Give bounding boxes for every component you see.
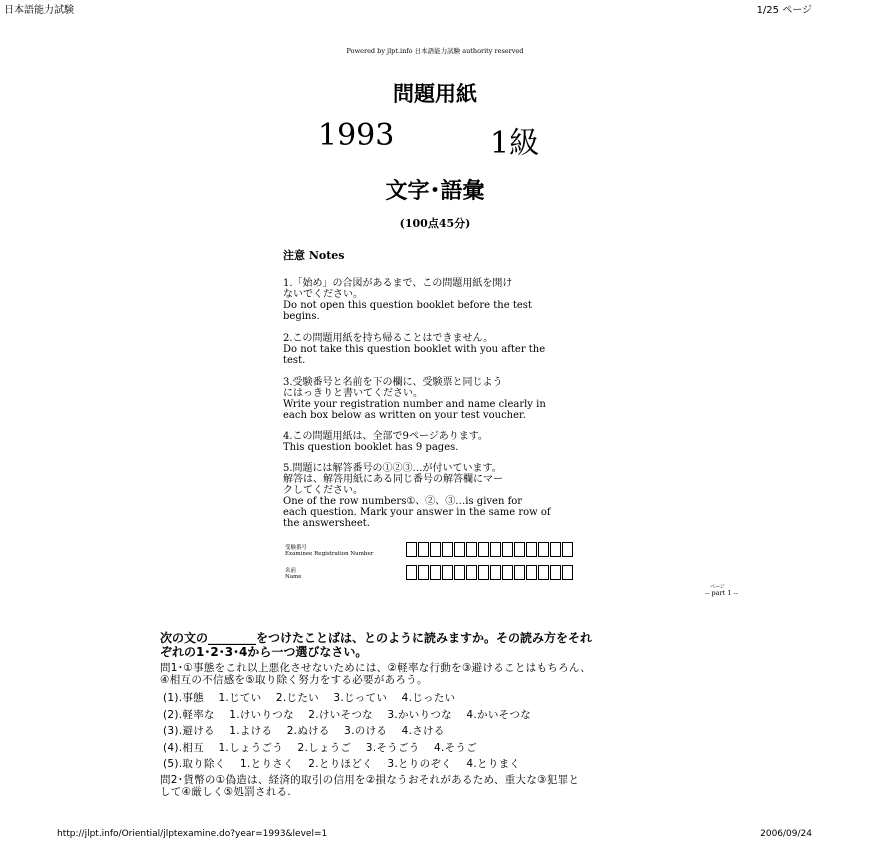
note-jp: 5.問題には解答番号の①②③…が付いています。 [283,463,502,474]
note-jp: ないでください。 [283,289,363,300]
name-label-en: Name [285,574,302,580]
note-en: each box below as written on your test voucher. [283,410,526,421]
note-en: each question. Mark your answer in the same row of [283,507,551,518]
exam-level: 1級 [490,126,540,161]
question-line: して④厳しく⑤処罰される. [160,786,292,798]
print-footer-date: 2006/09/24 [760,829,812,839]
note-item [283,463,593,529]
question-2-text [160,774,579,798]
note-en: Write your registration number and name clearly in [283,399,546,410]
question-line: ④相互の不信感を⑤取り除く努力をする必要があろう。 [160,674,428,686]
exam-year: 1993 [318,118,395,153]
note-en: Do not open this question booklet before the test [283,300,532,311]
registration-label [285,545,373,557]
name-boxes[interactable] [406,565,574,580]
note-jp: 3.受験番号と名前を下の欄に、受験票と同じよう [283,377,503,388]
note-jp: 4.この問題用紙は、全部で9ページあります。 [283,431,488,442]
note-item [283,278,593,322]
powered-by-line: Powered by jlpt.info 日本語能力試験 authority reserved [346,47,524,55]
question-line: 問2･貨幣の①偽造は、経済的取引の信用を②損なうおそれがあるため、重大な③犯罪と [160,774,580,786]
note-en: test. [283,355,306,366]
note-jp: 2.この問題用紙を持ち帰ることはできません。 [283,333,494,344]
name-label-jp: 名前 [285,568,297,574]
question-line: 問1･①事態をこれ以上悪化させないためには、②軽率な行動を③避けることはもちろん、 [160,662,592,674]
note-jp: クしてください。 [283,485,363,496]
note-jp: 解答は、解答用紙にある同じ番号の解答欄にマー [283,474,503,485]
note-item [283,333,593,366]
note-jp: 1.「始め」の合図があるまで、この問題用紙を開け [283,278,513,289]
note-item [283,431,593,453]
note-en: the answersheet. [283,518,370,529]
print-footer-url: http://jlpt.info/Oriential/jlptexamine.do?year=1993&level=1 [57,829,328,839]
answer-option-row: (2).軽率な 1.けいりつな 2.けいそつな 3.かいりつな 4.かいそつな [163,709,532,721]
answer-option-row: (3).避ける 1.よける 2.ぬける 3.のける 4.さける [163,725,445,737]
note-en: Do not take this question booklet with you after the [283,344,546,355]
print-header-title: 日本語能力試験 [4,5,74,16]
note-en: This question booklet has 9 pages. [283,442,459,453]
note-item [283,377,593,421]
note-en: begins. [283,311,320,322]
name-label [285,568,302,580]
instruction-line: 次の文の________をつけたことばは、とのように読みますか。その読み方をそれ [160,631,593,645]
answer-option-row: (1).事態 1.じてい 2.じたい 3.じってい 4.じったい [163,692,456,704]
exam-subject: 文字･語彙 [385,179,485,204]
instruction-line: ぞれの1･2･3･4から一つ選びなさい。 [160,645,368,659]
note-en: One of the row numbers①、②、③…is given for [283,496,523,507]
points-time: (100点45分) [399,217,471,230]
answer-option-row: (5).取り除く 1.とりさく 2.とりほどく 3.とりのぞく 4.とりまく [163,758,521,770]
answer-option-row: (4).相互 1.しょうごう 2.しょうご 3.そうごう 4.そうご [163,742,478,754]
notes-heading: 注意 Notes [283,249,345,262]
note-jp: にはっきりと書いてください。 [283,388,423,399]
registration-label-jp: 受験番号 [285,545,308,551]
print-header-page: 1/25 ページ [756,5,812,16]
title-question-paper: 問題用紙 [393,82,477,106]
registration-number-boxes[interactable] [406,542,574,557]
page-indicator: -- part 1 -- [705,589,738,597]
instruction [160,631,592,659]
question-1-text [160,662,591,686]
page-indicator-small: ページ [710,584,725,590]
registration-label-en: Examinee Registration Number [285,551,374,557]
